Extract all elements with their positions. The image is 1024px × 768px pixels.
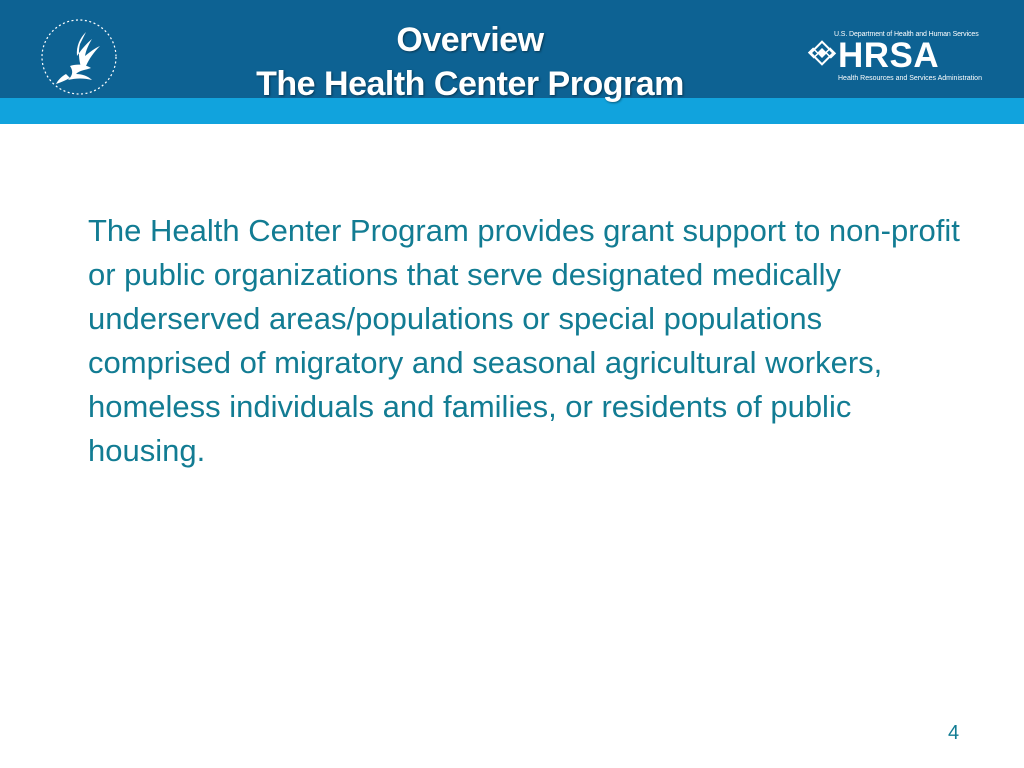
body-paragraph: The Health Center Program provides grant support to non-profit or public organizations that serve designated medically underserved areas/populations or special populations comprised of migratory and seasonal agricultural workers, homeless individuals and families, or residents of public housing. xyxy=(88,213,960,468)
hhs-eagle-icon xyxy=(36,14,122,100)
hrsa-department-line: U.S. Department of Health and Human Services xyxy=(834,31,979,38)
hrsa-wordmark: HRSA xyxy=(838,36,940,75)
page-number: 4 xyxy=(948,722,960,744)
title-line-overview: Overview xyxy=(396,21,544,59)
hrsa-subtitle: Health Resources and Services Administration xyxy=(838,75,982,82)
slide-title xyxy=(150,18,790,106)
title-line-program: The Health Center Program xyxy=(256,65,684,103)
